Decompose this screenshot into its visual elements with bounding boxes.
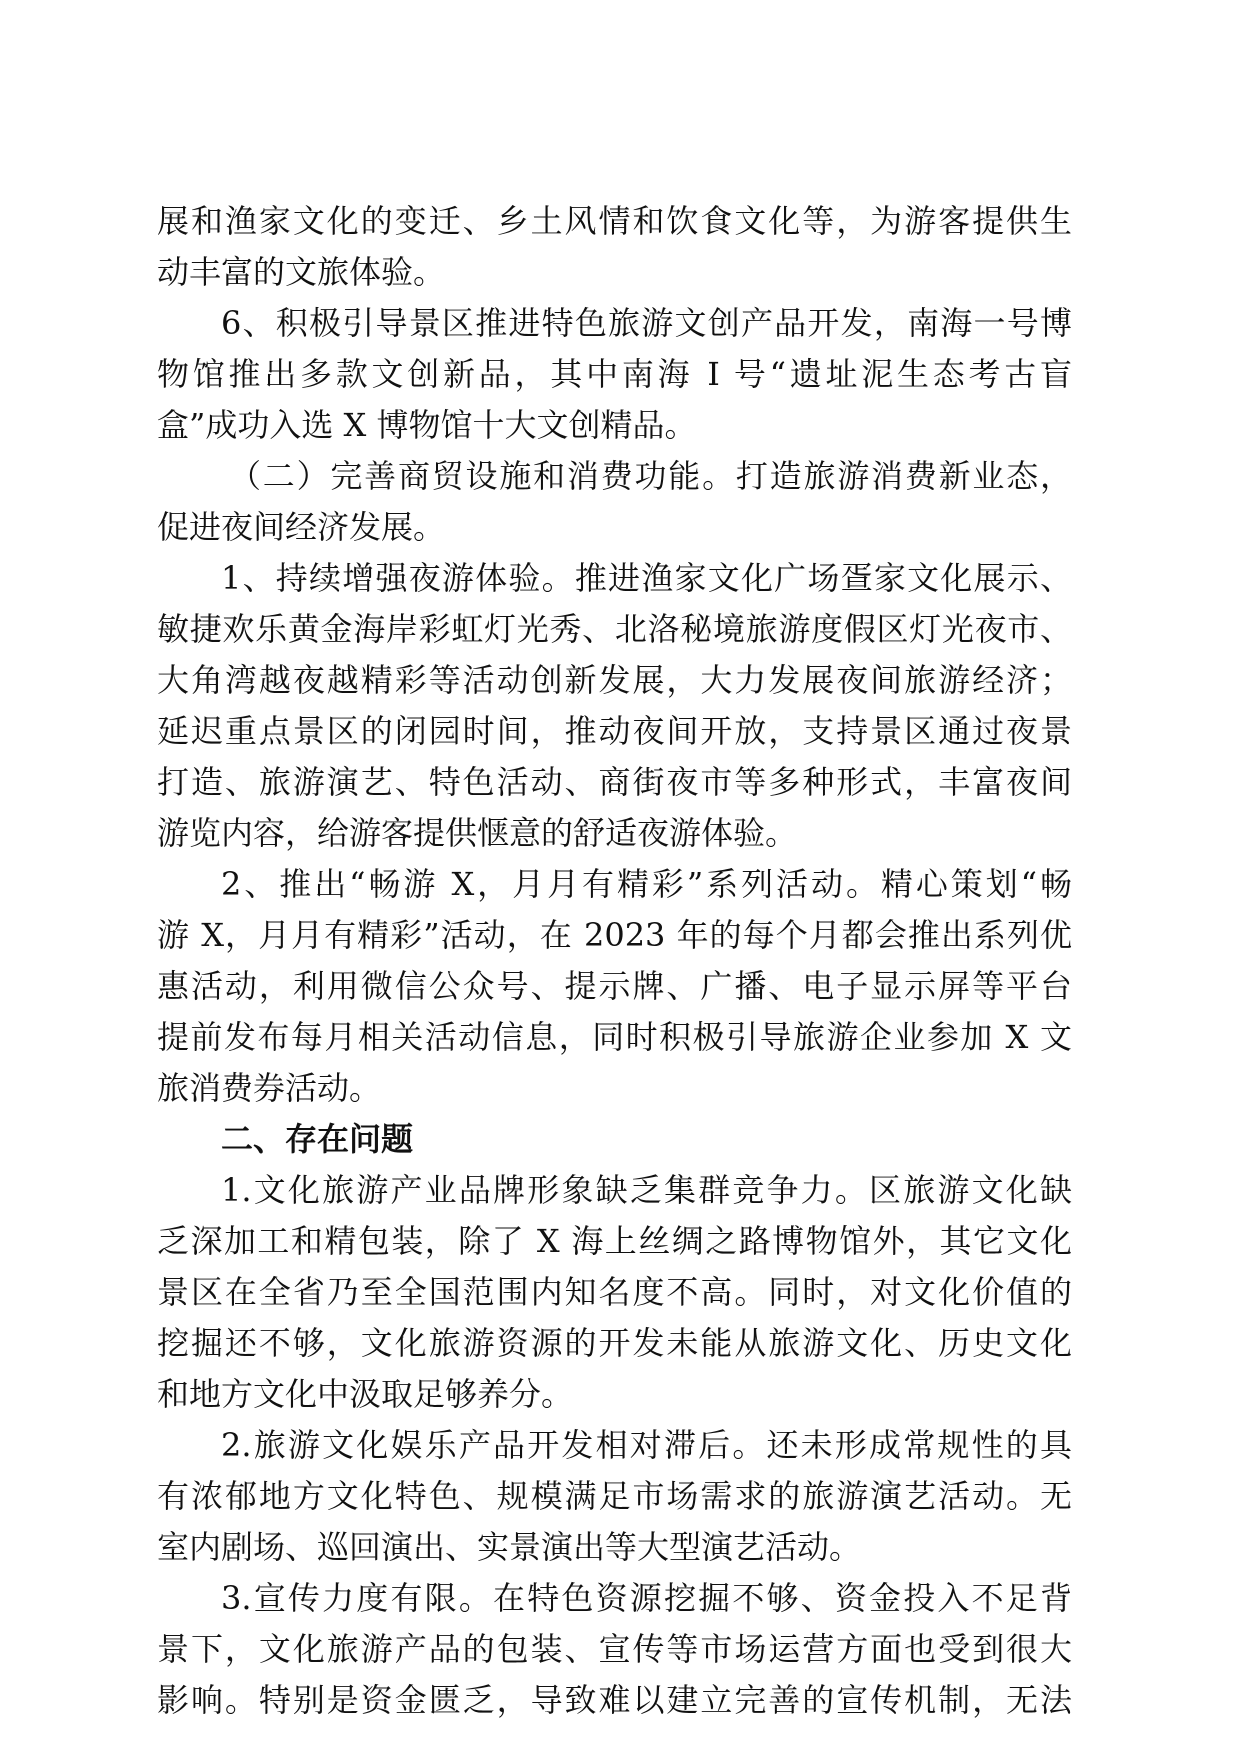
text-line: 有浓郁地方文化特色、规模满足市场需求的旅游演艺活动。无 — [157, 1477, 1072, 1515]
text-line: 游 X，月月有精彩”活动，在 2023 年的每个月都会推出系列优 — [157, 916, 1072, 954]
text-line: 物馆推出多款文创新品，其中南海 I 号“遗址泥生态考古盲 — [157, 355, 1072, 393]
text-line: 动丰富的文旅体验。 — [157, 253, 446, 291]
text-line: 游览内容，给游客提供惬意的舒适夜游体验。 — [157, 814, 798, 852]
text-line: 大角湾越夜越精彩等活动创新发展，大力发展夜间旅游经济； — [157, 661, 1072, 699]
text-line: 室内剧场、巡回演出、实景演出等大型演艺活动。 — [157, 1528, 862, 1566]
paragraph-section-2 — [157, 451, 1072, 553]
text-line: 延迟重点景区的闭园时间，推动夜间开放，支持景区通过夜景 — [157, 712, 1072, 750]
paragraph-problem-2 — [157, 1420, 1072, 1573]
text-line: 展和渔家文化的变迁、乡土风情和饮食文化等，为游客提供生 — [157, 202, 1072, 240]
paragraph-item-2-activities — [157, 859, 1072, 1114]
text-line: 挖掘还不够，文化旅游资源的开发未能从旅游文化、历史文化 — [157, 1324, 1072, 1362]
text-line: 旅消费券活动。 — [157, 1069, 382, 1107]
text-line: 盒”成功入选 X 博物馆十大文创精品。 — [157, 406, 697, 444]
text-line: 打造、旅游演艺、特色活动、商街夜市等多种形式，丰富夜间 — [157, 763, 1072, 801]
section-heading-problems — [157, 1114, 1072, 1165]
text-line: 2、推出“畅游 X，月月有精彩”系列活动。精心策划“畅 — [221, 865, 1072, 903]
text-line: 惠活动，利用微信公众号、提示牌、广播、电子显示屏等平台 — [157, 967, 1072, 1005]
text-line: 3.宣传力度有限。在特色资源挖掘不够、资金投入不足背 — [221, 1579, 1072, 1617]
text-line: 影响。特别是资金匮乏，导致难以建立完善的宣传机制，无法 — [157, 1681, 1072, 1719]
text-line: 敏捷欢乐黄金海岸彩虹灯光秀、北洛秘境旅游度假区灯光夜市、 — [157, 610, 1072, 648]
text-line: 1.文化旅游产业品牌形象缺乏集群竞争力。区旅游文化缺 — [221, 1171, 1072, 1209]
paragraph-item-6 — [157, 298, 1072, 451]
text-line: 6、积极引导景区推进特色旅游文创产品开发，南海一号博 — [221, 304, 1072, 342]
text-line: 景下，文化旅游产品的包装、宣传等市场运营方面也受到很大 — [157, 1630, 1072, 1668]
text-line: 1、持续增强夜游体验。推进渔家文化广场疍家文化展示、 — [221, 559, 1072, 597]
text-line: 景区在全省乃至全国范围内知名度不高。同时，对文化价值的 — [157, 1273, 1072, 1311]
text-line: 提前发布每月相关活动信息，同时积极引导旅游企业参加 X 文 — [157, 1018, 1072, 1056]
text-line: 2.旅游文化娱乐产品开发相对滞后。还未形成常规性的具 — [221, 1426, 1072, 1464]
paragraph-continued — [157, 196, 1072, 298]
section-heading: 二、存在问题 — [221, 1120, 414, 1158]
text-line: 和地方文化中汲取足够养分。 — [157, 1375, 574, 1413]
text-line: 促进夜间经济发展。 — [157, 508, 446, 546]
text-line: （二）完善商贸设施和消费功能。打造旅游消费新业态， — [229, 457, 1072, 495]
paragraph-item-1-night-tour — [157, 553, 1072, 859]
paragraph-problem-1 — [157, 1165, 1072, 1420]
text-line: 乏深加工和精包装，除了 X 海上丝绸之路博物馆外，其它文化 — [157, 1222, 1072, 1260]
paragraph-problem-3 — [157, 1573, 1072, 1726]
body-text — [157, 196, 1072, 1726]
